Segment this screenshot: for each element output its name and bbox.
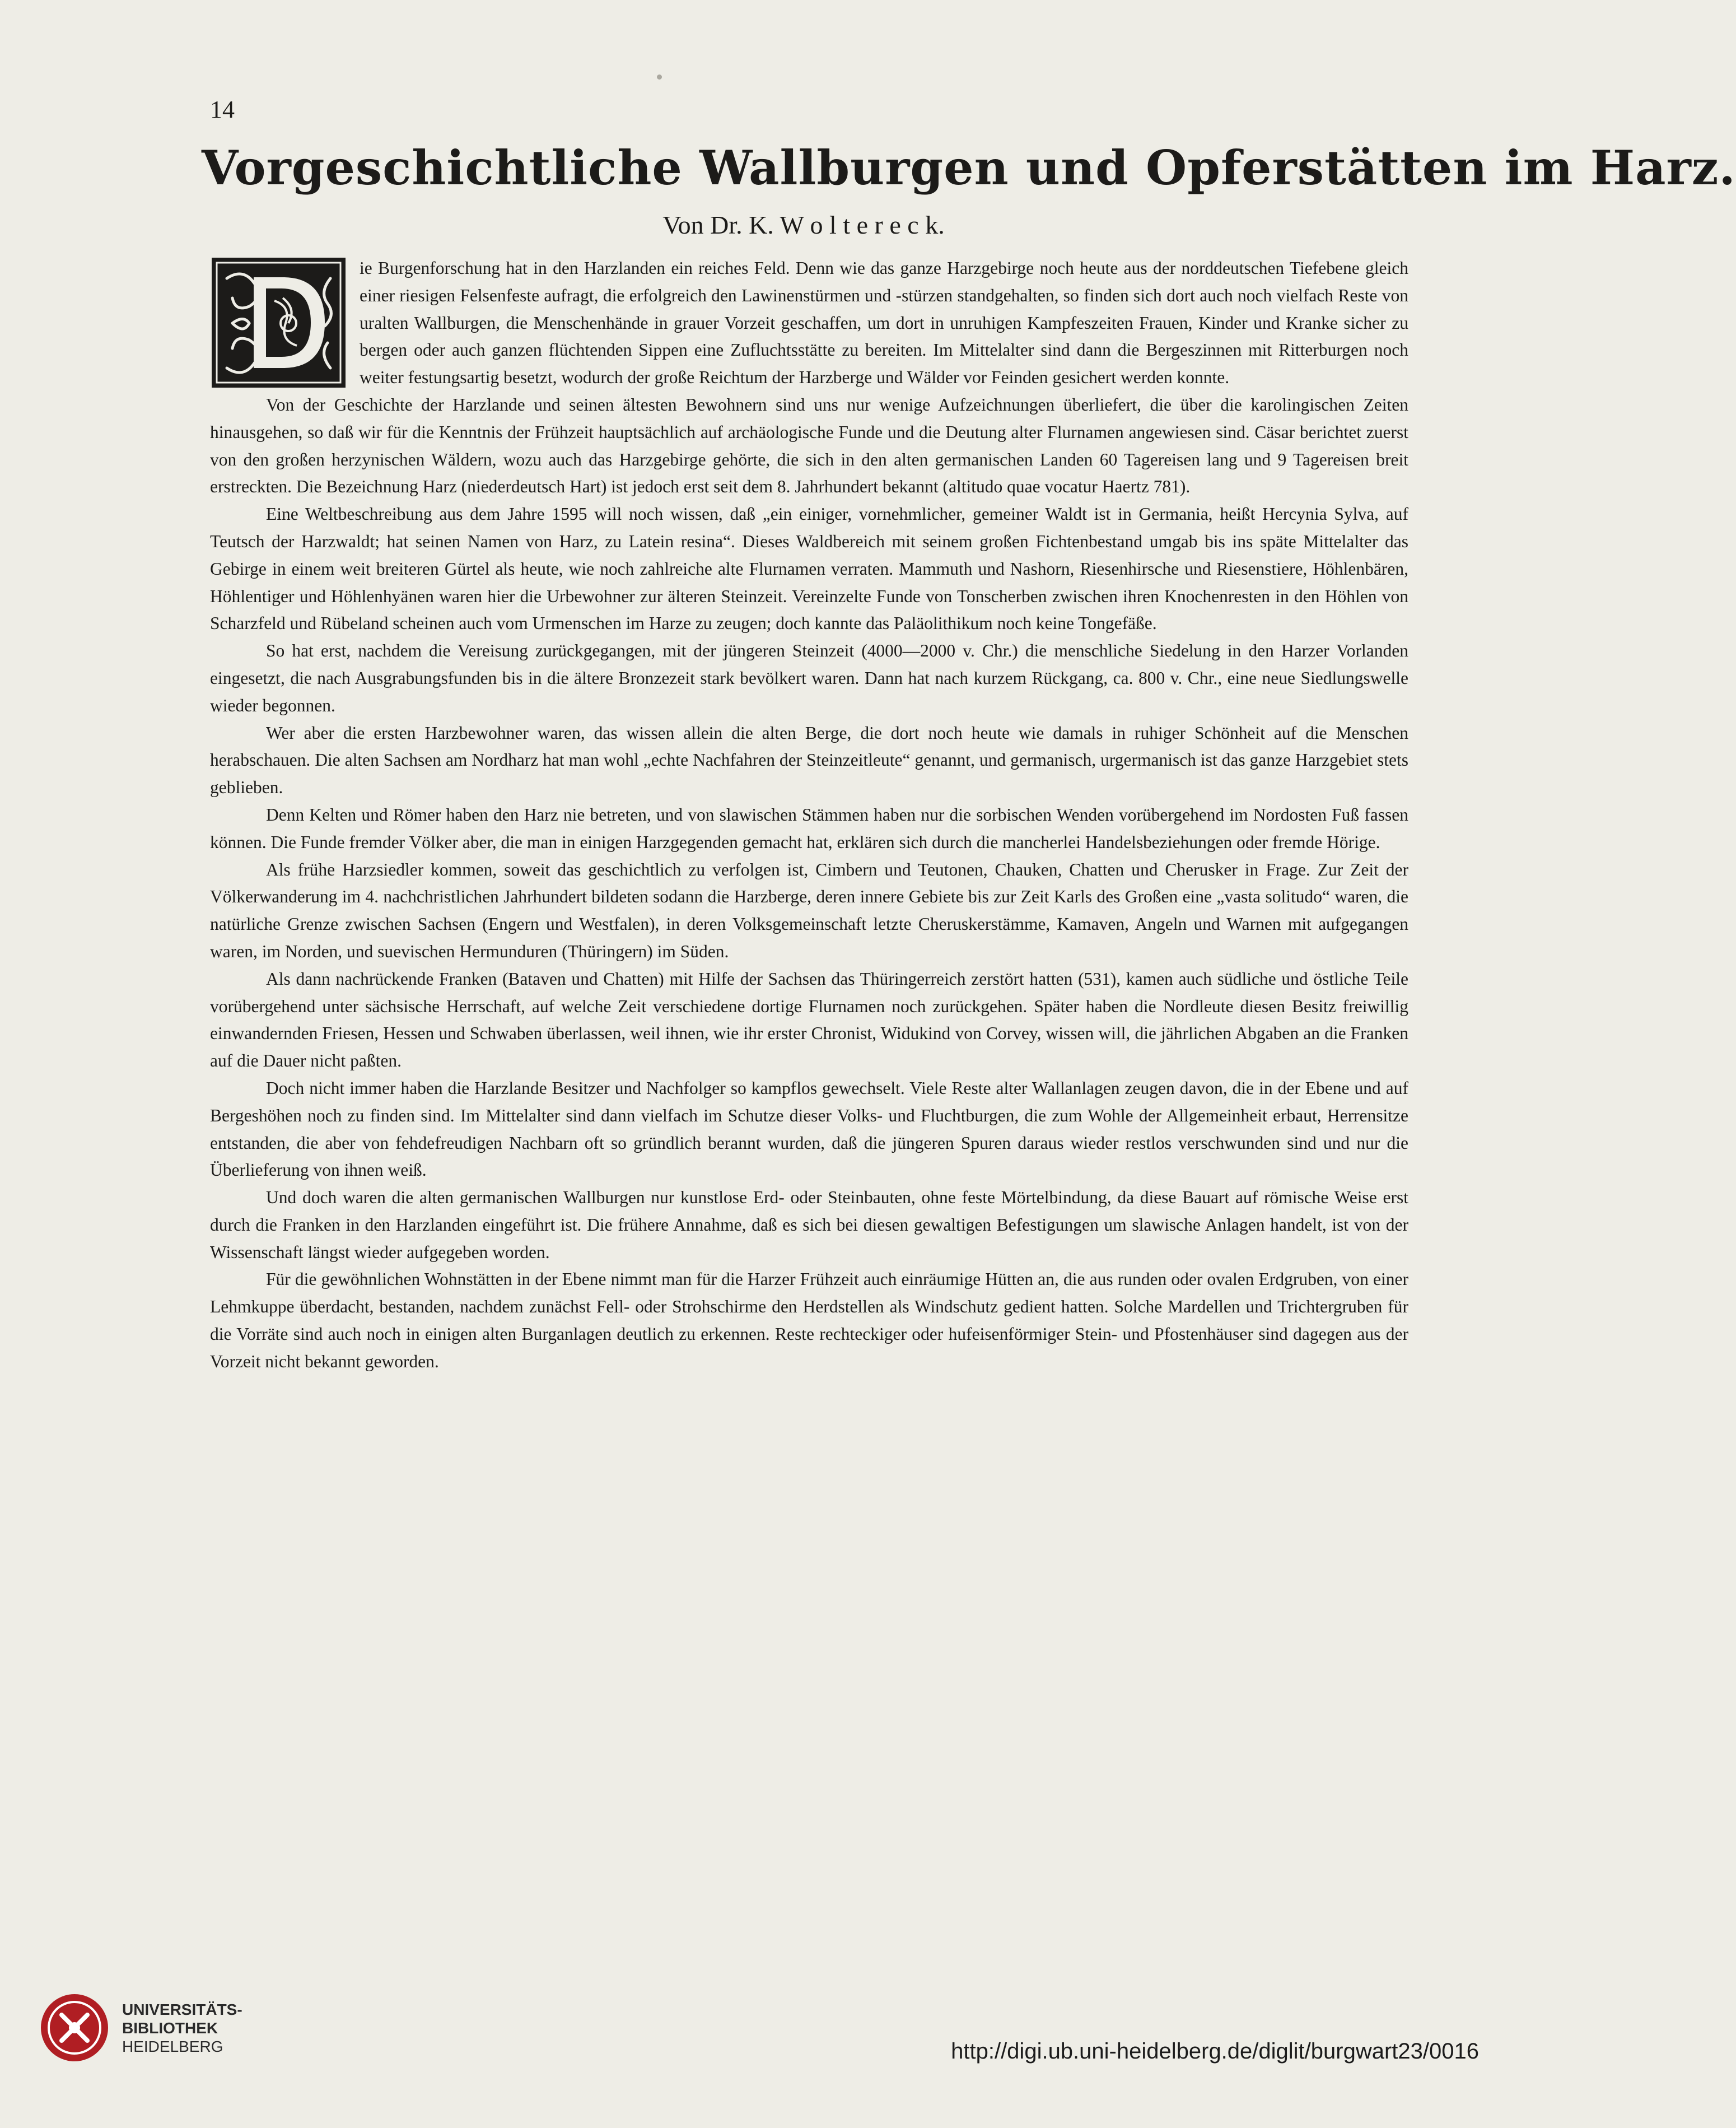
paragraph-8: Als dann nachrückende Franken (Bataven und Chatten) mit Hilfe der Sachsen das Thüringerreich zerstört hatten (531), kamen auch südliche und östliche Teile vorübergehend unter sächsische Herrschaft, auf welche Zeit verschiedene dortige Flurnamen noch zurückgehen. Später haben die Nordleute diesen Besitz freiwillig einwandernden Friesen, Hessen und Schwaben überlassen, weil ihnen, wie ihr erster Chronist, Widukind von Corvey, wissen will, die jährlichen Abgaben an die Franken auf die Dauer nicht paßten.: [210, 968, 1408, 1071]
paragraph-5: Wer aber die ersten Harzbewohner waren, das wissen allein die alten Berge, die dort noch heute wie damals in ruhiger Schönheit auf die Menschen herabschauen. Die alten Sachsen am Nordharz hat man wohl „echte Nachfahren der Steinzeitleute“ genannt, und germanisch, urgermanisch ist das ganze Harzgebiet stets geblieben.: [210, 723, 1408, 798]
paragraph-9: Doch nicht immer haben die Harzlande Besitzer und Nachfolger so kampflos gewechselt. Viele Reste alter Wallanlagen zeugen davon, die in der Ebene und auf Bergeshöhen noch zu finden sind. Im Mittelalter sind dann vielfach im Schutze dieser Volks- und Fluchtburgen, die zum Wohle der Allgemeinheit erbaut, Herrensitze entstanden, die aber von fehdefreudigen Nachbarn oft so gründlich berannt wurden, daß die jüngeren Spuren daraus wieder restlos verschwunden sind und nur die Überlieferung von ihnen weiß.: [210, 1078, 1408, 1180]
university-seal-icon: [38, 1991, 111, 2064]
decorative-initial-d-icon: [210, 256, 347, 389]
page-number: 14: [210, 96, 235, 123]
article-author: Von Dr. K. W o l t e r e c k.: [662, 211, 945, 239]
paragraph-7: Als frühe Harzsiedler kommen, soweit das geschichtlich zu verfolgen ist, Cimbern und Teutonen, Chauken, Chatten und Cherusker in Frage. Zur Zeit der Völkerwanderung im 4. nachchristlichen Jahrhundert bildeten sodann die Harzberge, deren innere Gebiete bis zur Zeit Karls des Großen eine „vasta solitudo“ waren, die natürliche Grenze zwischen Sachsen (Engern und Westfalen), in deren Volksgemeinschaft letzte Cheruskerstämme, Kamaven, Angeln und Warnen mit aufgegangen waren, im Norden, und suevischen Hermunduren (Thüringern) im Süden.: [210, 859, 1408, 961]
library-name: [122, 2000, 242, 2056]
paper-speck: [657, 74, 662, 80]
article-title: Vorgeschichtliche Wallburgen und Opferstätten im Harz.: [202, 140, 1736, 195]
paragraph-2: Von der Geschichte der Harzlande und seinen ältesten Bewohnern sind uns nur wenige Aufzeichnungen überliefert, die über die karolingischen Zeiten hinausgehen, so daß wir für die Kenntnis der Frühzeit hauptsächlich auf archäologische Funde und die Deutung alter Flurnamen angewiesen sind. Cäsar berichtet zuerst von den großen herzynischen Wäldern, wozu auch das Harzgebirge gehörte, die sich in den alten germanischen Landen 60 Tagereisen lang und 9 Tagereisen breit erstreckten. Die Bezeichnung Harz (niederdeutsch Hart) ist jedoch erst seit dem 8. Jahrhundert bekannt (altitudo quae vocatur Haertz 781).: [210, 394, 1408, 497]
library-logo[interactable]: [38, 1991, 242, 2064]
paragraph-3: Eine Weltbeschreibung aus dem Jahre 1595 will noch wissen, daß „ein einiger, vornehmlicher, gemeiner Waldt ist in Germania, heißt Hercynia Sylva, auf Teutsch der Harzwaldt; hat seinen Namen von Harz, zu Latein resina“. Dieses Waldbereich mit seinem großen Fichtenbestand umgab bis ins späte Mittelalter das Gebirge in einem weit breiteren Gürtel als heute, wie noch zahlreiche alte Flurnamen verraten. Mammuth und Nashorn, Riesenhirsche und Riesenstiere, Höhlenbären, Höhlentiger und Höhlenhyänen waren hier die Urbewohner zur älteren Steinzeit. Vereinzelte Funde von Tonscherben zwischen ihren Knochenresten in den Höhlen von Scharzfeld und Rübeland scheinen auch vom Urmenschen im Harze zu zeugen; doch kannte das Paläolithikum noch keine Tongefäße.: [210, 504, 1408, 634]
library-line-2: BIBLIOTHEK: [122, 2019, 218, 2037]
page-url-link[interactable]: http://digi.ub.uni-heidelberg.de/diglit/burgwart23/0016: [951, 2039, 1479, 2064]
library-line-3: HEIDELBERG: [122, 2037, 223, 2055]
paragraph-10: Und doch waren die alten germanischen Wallburgen nur kunstlose Erd- oder Steinbauten, ohne feste Mörtelbindung, da diese Bauart auf römische Weise erst durch die Franken in den Harzlanden eingeführt ist. Die frühere Annahme, daß es sich bei diesen gewaltigen Befestigungen um slawische Anlagen handelt, ist von der Wissenschaft längst wieder aufgegeben worden.: [210, 1188, 1408, 1262]
paragraph-text: ie Burgenforschung hat in den Harzlanden ein reiches Feld. Denn wie das ganze Harzgebirge noch heute aus der norddeutschen Tiefebene gleich einer riesigen Felsenfeste aufragt, die erfolgreich den Lawinenstürmen und -stürzen standgehalten, so finden sich dort auch noch vielfach Reste von uralten Wallburgen, die Menschenhände in grauer Vorzeit geschaffen, um dort in unruhigen Kampfeszeiten Frauen, Kinder und Kranke sicher zu bergen oder auch ganzen flüchtenden Sippen eine Zufluchtsstätte zu bereiten. Im Mittelalter sind dann die Bergeszinnen mit Ritterburgen noch weiter festungsartig besetzt, wodurch der große Reichtum der Harzberge und Wälder vor Feinden gesichert werden konnte.: [360, 258, 1408, 388]
paragraph-1: [210, 255, 1408, 392]
paragraph-4: So hat erst, nachdem die Vereisung zurückgegangen, mit der jüngeren Steinzeit (4000—2000 v. Chr.) die menschliche Siedelung in den Harzer Vorlanden eingesetzt, die nach Ausgrabungsfunden bis in die ältere Bronzezeit stark bevölkert waren. Dann hat nach kurzem Rückgang, ca. 800 v. Chr., eine neue Siedlungswelle wieder begonnen.: [210, 641, 1408, 715]
paragraph-11: Für die gewöhnlichen Wohnstätten in der Ebene nimmt man für die Harzer Frühzeit auch einräumige Hütten an, die aus runden oder ovalen Erdgruben, von einer Lehmkuppe überdacht, bestanden, nachdem zunächst Fell- oder Strohschirme den Herdstellen als Windschutz gedient hatten. Solche Mardellen und Trichtergruben für die Vorräte sind auch noch in einigen alten Burganlagen deutlich zu erkennen. Reste rechteckiger oder hufeisenförmiger Stein- und Pfostenhäuser sind dagegen aus der Vorzeit nicht bekannt geworden.: [210, 1269, 1408, 1371]
article-body: [210, 255, 1408, 1376]
library-line-1: UNIVERSITÄTS-: [122, 2000, 242, 2018]
paragraph-6: Denn Kelten und Römer haben den Harz nie betreten, und von slawischen Stämmen haben nur die sorbischen Wenden vorübergehend im Nordosten Fuß fassen können. Die Funde fremder Völker aber, die man in einigen Harzgegenden gemacht hat, erklären sich durch die mancherlei Handelsbeziehungen oder fremde Hörige.: [210, 804, 1408, 852]
